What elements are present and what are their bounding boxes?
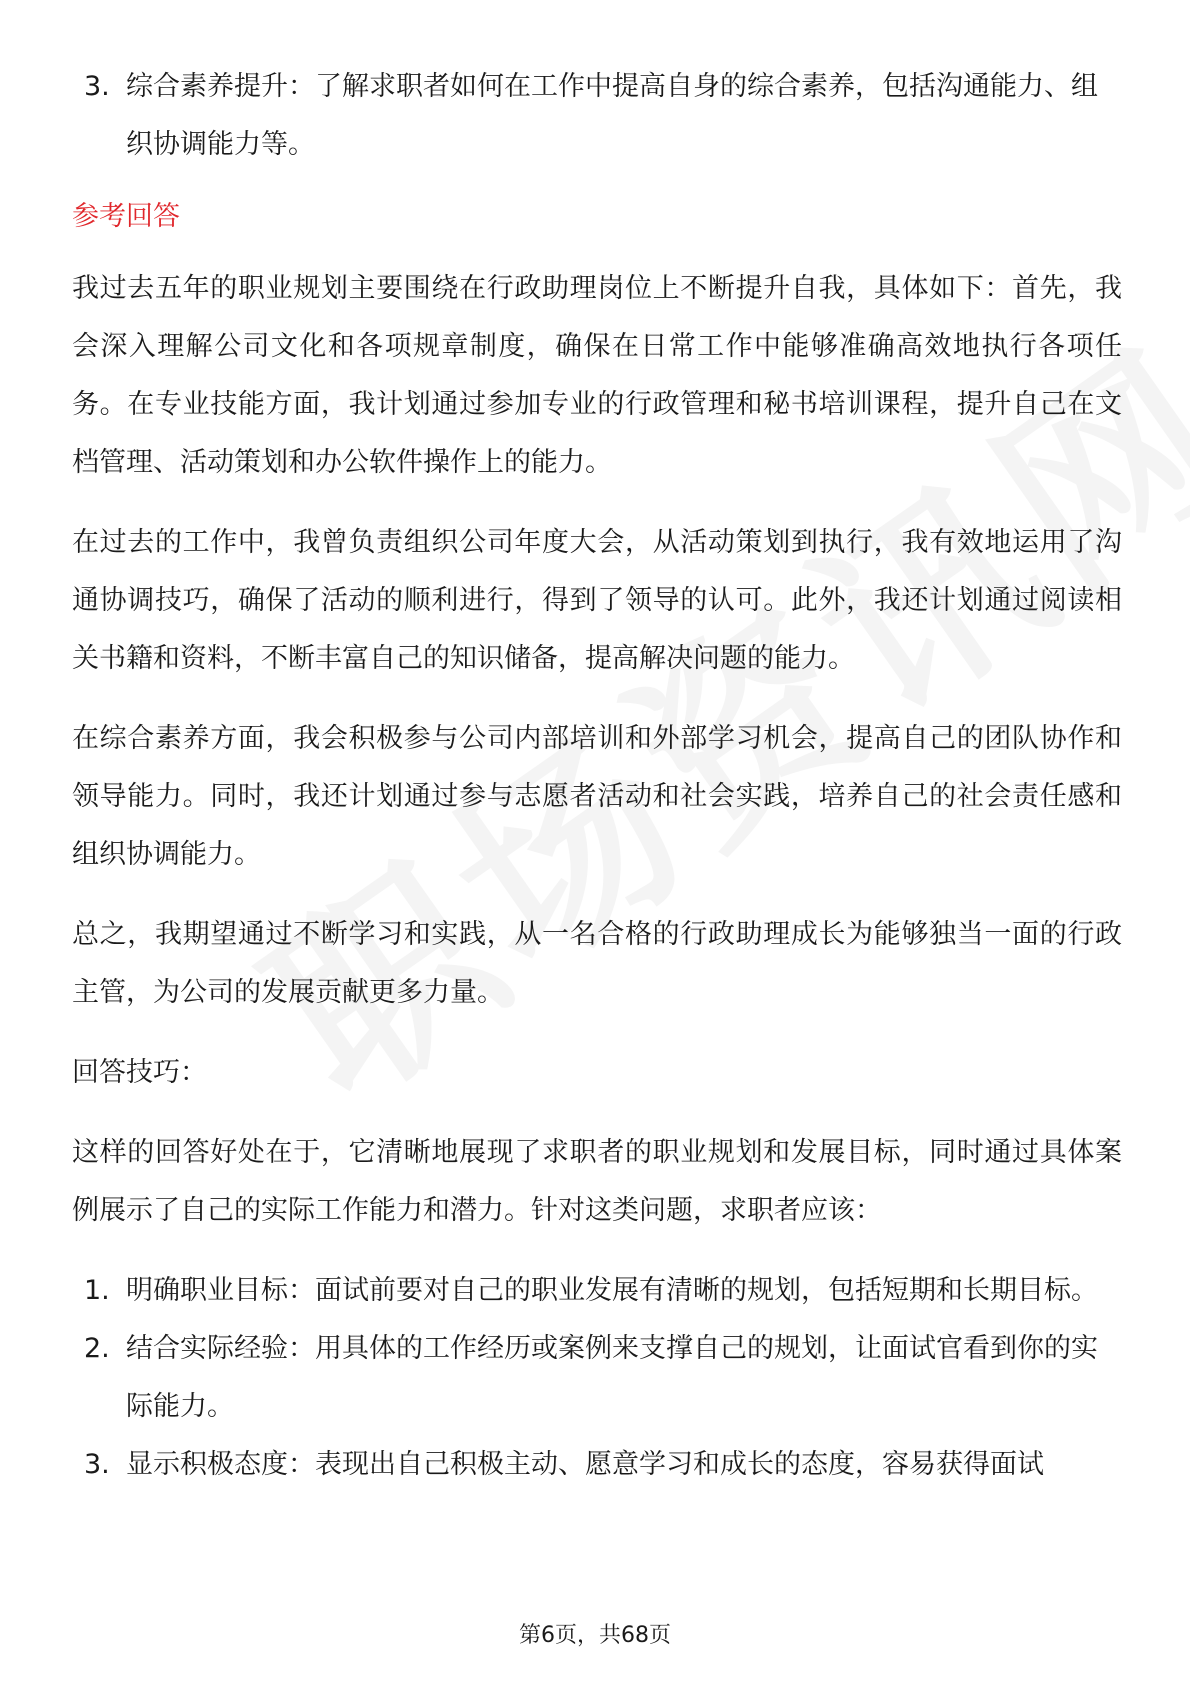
answer-paragraph: 我过去五年的职业规划主要围绕在行政助理岗位上不断提升自我，具体如下：首先，我会深入理解公司文化和各项规章制度，确保在日常工作中能够准确高效地执行各项任务。在专业技能方面，我计划通过参加专业的行政管理和秘书培训课程，提升自己在文档管理、活动策划和办公软件操作上的能力。 — [72, 273, 1122, 478]
tips-list — [72, 1262, 1122, 1494]
tips-intro-paragraph: 这样的回答好处在于，它清晰地展现了求职者的职业规划和发展目标，同时通过具体案例展示了自己的实际工作能力和潜力。针对这类问题，求职者应该： — [72, 1137, 1122, 1226]
question-points-list — [72, 58, 1122, 174]
list-item-text: 综合素养提升：了解求职者如何在工作中提高自身的综合素养，包括沟通能力、组织协调能力等。 — [126, 71, 1098, 160]
list-item — [72, 1320, 1122, 1436]
reference-answer-heading: 参考回答 — [72, 201, 180, 232]
answer-paragraph: 在过去的工作中，我曾负责组织公司年度大会，从活动策划到执行，我有效地运用了沟通协调技巧，确保了活动的顺利进行，得到了领导的认可。此外，我还计划通过阅读相关书籍和资料，不断丰富自己的知识储备，提高解决问题的能力。 — [72, 527, 1122, 674]
page-number-footer: 第6页，共68页 — [519, 1623, 671, 1648]
list-item — [72, 58, 1122, 174]
list-item-text: 明确职业目标：面试前要对自己的职业发展有清晰的规划，包括短期和长期目标。 — [126, 1275, 1098, 1306]
list-item-number: 1. — [84, 1275, 110, 1306]
list-item — [72, 1436, 1122, 1494]
list-item — [72, 1262, 1122, 1320]
answer-paragraph: 总之，我期望通过不断学习和实践，从一名合格的行政助理成长为能够独当一面的行政主管，为公司的发展贡献更多力量。 — [72, 919, 1122, 1008]
list-item-number: 3. — [84, 1449, 110, 1480]
tips-heading: 回答技巧： — [72, 1057, 207, 1088]
list-item-number: 3. — [84, 71, 110, 102]
list-item-text: 显示积极态度：表现出自己积极主动、愿意学习和成长的态度，容易获得面试 — [126, 1449, 1044, 1480]
answer-paragraph: 在综合素养方面，我会积极参与公司内部培训和外部学习机会，提高自己的团队协作和领导能力。同时，我还计划通过参与志愿者活动和社会实践，培养自己的社会责任感和组织协调能力。 — [72, 723, 1122, 870]
list-item-text: 结合实际经验：用具体的工作经历或案例来支撑自己的规划，让面试官看到你的实际能力。 — [126, 1333, 1098, 1422]
list-item-number: 2. — [84, 1333, 110, 1364]
document-body — [72, 58, 1122, 1516]
